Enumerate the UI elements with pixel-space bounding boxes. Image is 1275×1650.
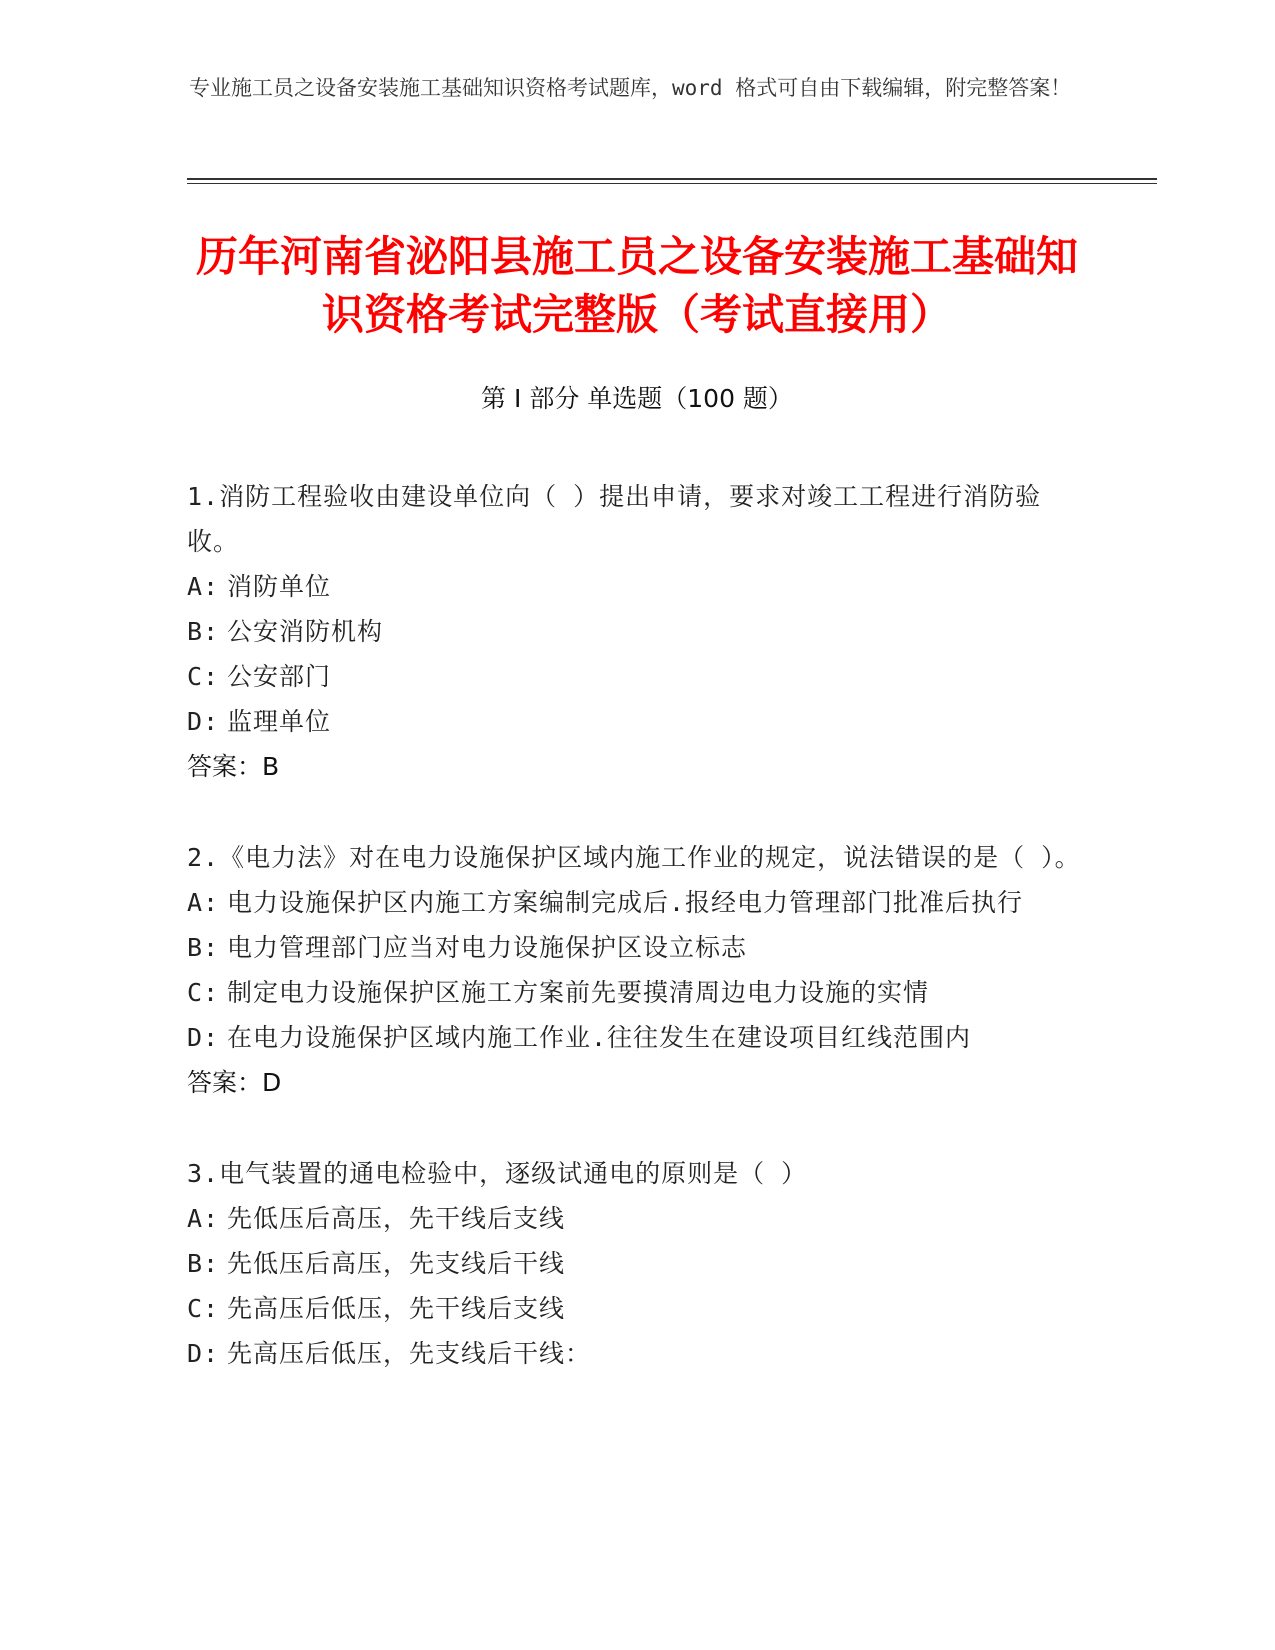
option-a — [187, 564, 1087, 609]
question-stem: 2.《电力法》对在电力设施保护区域内施工作业的规定，说法错误的是（ ）。 — [187, 843, 1081, 872]
option-letter: D: — [187, 1023, 220, 1052]
question-list — [187, 474, 1087, 1422]
option-text: 公安部门 — [227, 662, 332, 691]
option-d — [187, 699, 1087, 744]
question-3 — [187, 1151, 1087, 1376]
option-b — [187, 1241, 1087, 1286]
option-a — [187, 880, 1087, 925]
answer-line: 答案：B — [187, 752, 280, 781]
option-b — [187, 925, 1087, 970]
option-c — [187, 1286, 1087, 1331]
option-text: 公安消防机构 — [227, 617, 384, 646]
option-a — [187, 1196, 1087, 1241]
option-c — [187, 654, 1087, 699]
option-d — [187, 1331, 1087, 1376]
option-text: 制定电力设施保护区施工方案前先要摸清周边电力设施的实情 — [227, 978, 930, 1007]
option-text: 先低压后高压，先干线后支线 — [227, 1204, 566, 1233]
option-letter: A: — [187, 572, 220, 601]
question-stem: 3.电气装置的通电检验中，逐级试通电的原则是（ ） — [187, 1159, 808, 1188]
option-text: 监理单位 — [227, 707, 332, 736]
option-letter: B: — [187, 617, 220, 646]
option-c — [187, 970, 1087, 1015]
header-note: 专业施工员之设备安装施工基础知识资格考试题库，word 格式可自由下载编辑，附完整答案！ — [189, 76, 1072, 100]
option-b — [187, 609, 1087, 654]
option-d — [187, 1015, 1087, 1060]
document-title: 历年河南省泌阳县施工员之设备安装施工基础知识资格考试完整版（考试直接用） — [195, 232, 1078, 339]
option-letter: D: — [187, 707, 220, 736]
option-text: 电力设施保护区内施工方案编制完成后.报经电力管理部门批准后执行 — [227, 888, 1024, 917]
option-letter: C: — [187, 978, 220, 1007]
option-letter: C: — [187, 662, 220, 691]
option-text: 电力管理部门应当对电力设施保护区设立标志 — [227, 933, 748, 962]
header-divider-thin — [187, 183, 1157, 184]
option-text: 先低压后高压，先支线后干线 — [227, 1249, 566, 1278]
question-stem: 1.消防工程验收由建设单位向（ ）提出申请，要求对竣工工程进行消防验收。 — [187, 482, 1042, 556]
option-letter: A: — [187, 1204, 220, 1233]
option-text: 先高压后低压，先干线后支线 — [227, 1294, 566, 1323]
option-letter: B: — [187, 933, 220, 962]
section-heading: 第 I 部分 单选题（100 题） — [481, 384, 793, 413]
answer-line: 答案：D — [187, 1068, 282, 1097]
option-letter: A: — [187, 888, 220, 917]
option-letter: D: — [187, 1339, 220, 1368]
header-divider-thick — [187, 178, 1157, 180]
option-text: 在电力设施保护区域内施工作业.往往发生在建设项目红线范围内 — [227, 1023, 972, 1052]
question-1 — [187, 474, 1087, 789]
option-letter: C: — [187, 1294, 220, 1323]
option-letter: B: — [187, 1249, 220, 1278]
option-text: 消防单位 — [227, 572, 332, 601]
question-2 — [187, 835, 1087, 1105]
option-text: 先高压后低压，先支线后干线： — [227, 1339, 592, 1368]
